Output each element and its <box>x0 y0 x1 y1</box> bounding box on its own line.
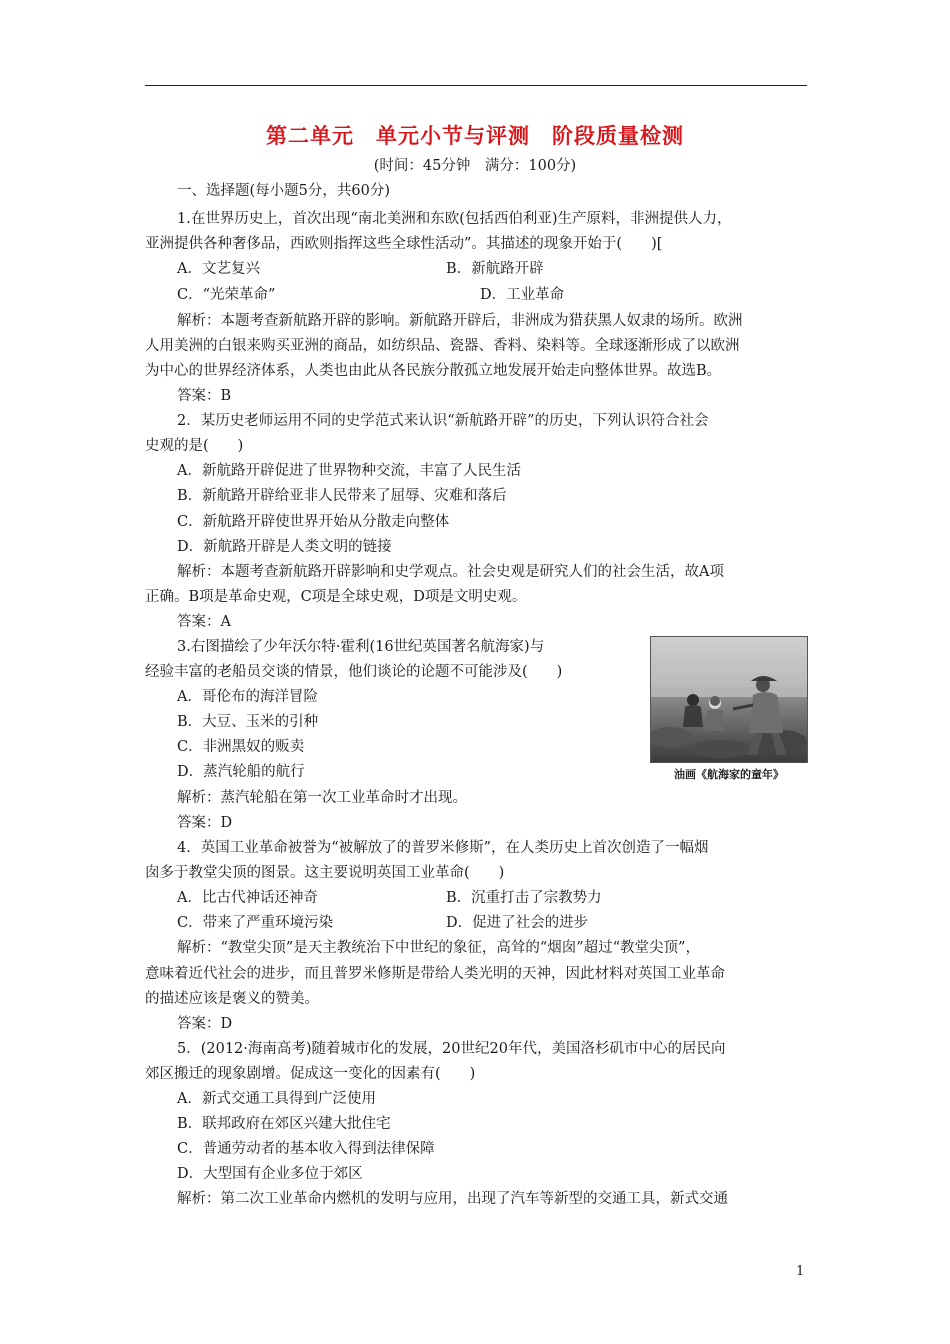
text-line: C．新航路开辟使世界开始从分散走向整体 <box>177 514 450 530</box>
text-line: 正确。B项是革命史观，C项是全球史观，D项是文明史观。 <box>145 589 527 605</box>
text-line: C．带来了严重环境污染 <box>177 915 334 931</box>
text-line: 解析：第二次工业革命内燃机的发明与应用，出现了汽车等新型的交通工具，新式交通 <box>177 1191 728 1207</box>
text-line: 人用美洲的白银来购买亚洲的商品，如纺织品、瓷器、香料、染料等。全球逐渐形成了以欧洲 <box>145 338 740 354</box>
text-line: D．工业革命 <box>480 287 565 303</box>
text-line: B．新航路开辟 <box>446 261 544 277</box>
text-line: 史观的是( ) <box>145 438 244 454</box>
text-line: A．比古代神话还神奇 <box>177 890 318 906</box>
text-line: 4．英国工业革命被誉为“被解放了的普罗米修斯”，在人类历史上首次创造了一幅烟 <box>177 840 709 856</box>
text-line: 囱多于教堂尖顶的图景。这主要说明英国工业革命( ) <box>145 865 505 881</box>
text-line: 答案：D <box>177 815 233 831</box>
page-number: 1 <box>796 1264 805 1279</box>
text-line: 的描述应该是褒义的赞美。 <box>145 991 319 1007</box>
exam-info: (时间：45分钟 满分：100分) <box>373 158 577 174</box>
text-line: A．文艺复兴 <box>177 261 260 277</box>
text-line: 解析：本题考查新航路开辟的影响。新航路开辟后，非洲成为猎获黑人奴隶的场所。欧洲 <box>177 313 743 329</box>
text-line: 答案：B <box>177 388 232 404</box>
text-line: 3.右图描绘了少年沃尔特·霍利(16世纪英国著名航海家)与 <box>177 639 545 655</box>
text-line: 亚洲提供各种奢侈品，西欧则指挥这些全球性活动”。其描述的现象开始于( )[ <box>145 236 663 252</box>
text-line: 答案：A <box>177 614 231 630</box>
text-line: B．大豆、玉米的引种 <box>177 714 319 730</box>
text-line: D．大型国有企业多位于郊区 <box>177 1166 363 1182</box>
text-line: 答案：D <box>177 1016 233 1032</box>
text-line: 一、选择题(每小题5分，共60分) <box>177 183 390 199</box>
text-line: 经验丰富的老船员交谈的情景，他们谈论的论题不可能涉及( ) <box>145 664 563 680</box>
text-line: C．非洲黑奴的贩卖 <box>177 739 305 755</box>
text-line: A．哥伦布的海洋冒险 <box>177 689 318 705</box>
text-line: 解析：蒸汽轮船在第一次工业革命时才出现。 <box>177 790 467 806</box>
painting-illustration <box>651 637 807 762</box>
text-line: D．蒸汽轮船的航行 <box>177 764 305 780</box>
text-line: C．“光荣革命” <box>177 287 276 303</box>
text-line: 5．(2012·海南高考)随着城市化的发展，20世纪20年代，美国洛杉矶市中心的居民向 <box>177 1041 726 1057</box>
text-line: 解析：“教堂尖顶”是天主教统治下中世纪的象征，高耸的“烟囱”超过“教堂尖顶”， <box>177 940 700 956</box>
text-line: D．促进了社会的进步 <box>446 915 589 931</box>
text-line: B．新航路开辟给亚非人民带来了屈辱、灾难和落后 <box>177 488 507 504</box>
text-line: B．联邦政府在郊区兴建大批住宅 <box>177 1116 391 1132</box>
page-title: 第二单元 单元小节与评测 阶段质量检测 <box>266 124 684 148</box>
header-rule <box>145 85 807 86</box>
text-line: 郊区搬迁的现象剧增。促成这一变化的因素有( ) <box>145 1066 476 1082</box>
text-line: D．新航路开辟是人类文明的链接 <box>177 539 392 555</box>
text-line: A．新式交通工具得到广泛使用 <box>177 1091 376 1107</box>
text-line: 解析：本题考查新航路开辟影响和史学观点。社会史观是研究人们的社会生活，故A项 <box>177 564 724 580</box>
text-line: B．沉重打击了宗教势力 <box>446 890 602 906</box>
text-line: 2．某历史老师运用不同的史学范式来认识“新航路开辟”的历史，下列认识符合社会 <box>177 413 709 429</box>
text-line: 为中心的世界经济体系，人类也由此从各民族分散孤立地发展开始走向整体世界。故选B。 <box>145 363 722 379</box>
figure-caption: 油画《航海家的童年》 <box>674 768 784 781</box>
text-line: A．新航路开辟促进了世界物种交流，丰富了人民生活 <box>177 463 521 479</box>
painting-image <box>650 636 808 763</box>
text-line: C．普通劳动者的基本收入得到法律保障 <box>177 1141 435 1157</box>
text-line: 1.在世界历史上，首次出现“南北美洲和东欧(包括西伯利亚)生产原料，非洲提供人力， <box>177 211 732 227</box>
text-line: 意味着近代社会的进步，而且普罗米修斯是带给人类光明的天神，因此材料对英国工业革命 <box>145 966 725 982</box>
